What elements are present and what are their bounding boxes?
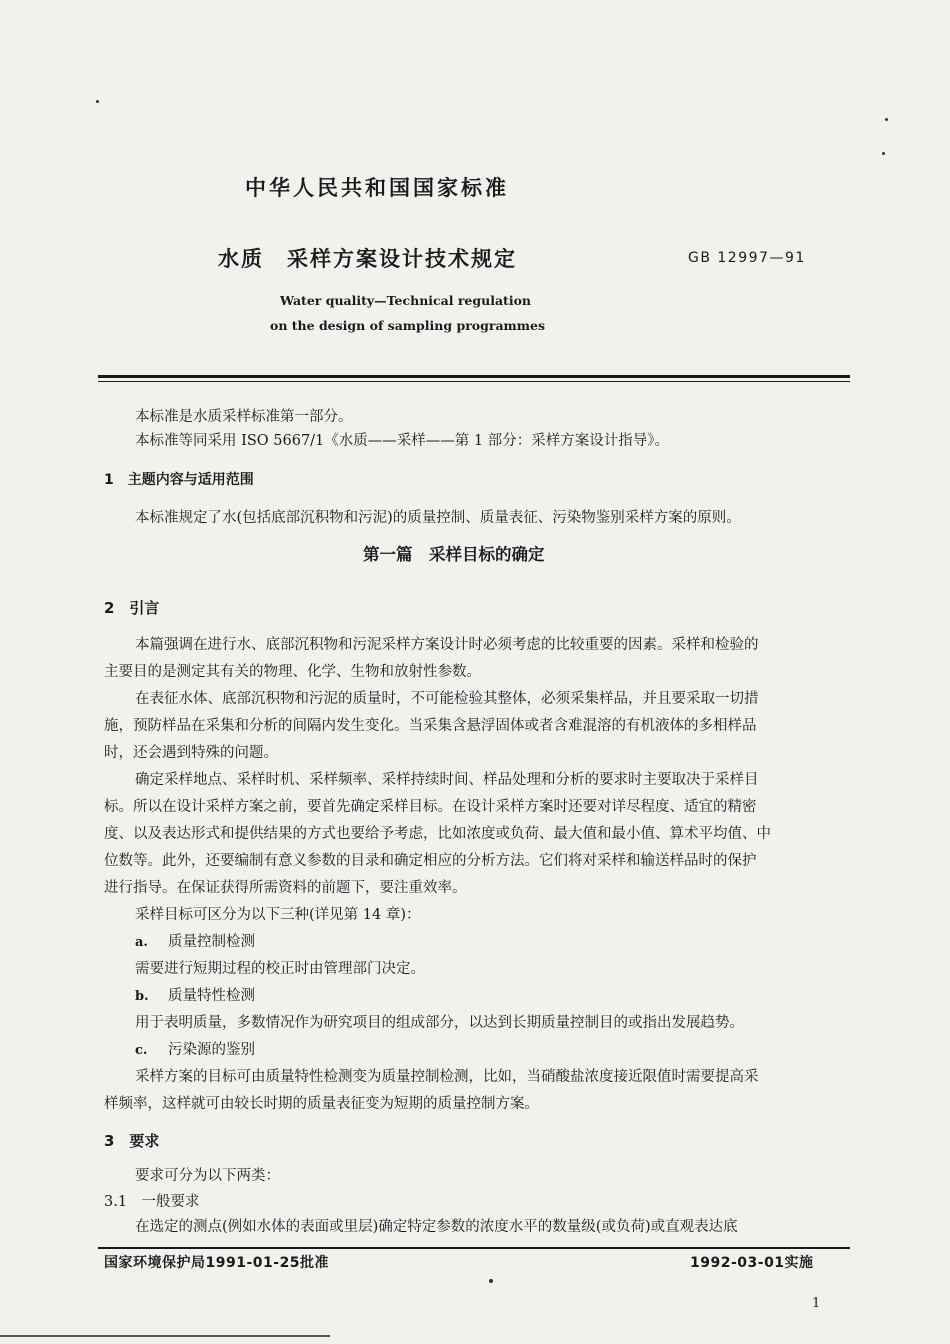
section-2-p3-line2: 标。所以在设计采样方案之前，要首先确定采样目标。在设计采样方案时还要对详尽程度、适宜的精密 xyxy=(104,799,757,815)
section-2-p1-line1: 本篇强调在进行水、底部沉积物和污泥采样方案设计时必须考虑的比较重要的因素。采样和检验的 xyxy=(135,637,759,653)
header-rule-thin xyxy=(98,381,850,382)
header-rule-thick xyxy=(98,375,850,378)
section-3-1-text: 在选定的测点(例如水体的表面或里层)确定特定参数的浓度水平的数量级(或负荷)或直观表达底 xyxy=(135,1219,738,1235)
footer-rule xyxy=(98,1247,850,1249)
item-c-title: 污染源的鉴别 xyxy=(168,1042,255,1058)
item-b-text: 用于表明质量，多数情况作为研究项目的组成部分，以达到长期质量控制目的或指出发展趋势。 xyxy=(135,1015,744,1031)
section-2-p4: 采样目标可区分为以下三种(详见第 14 章)： xyxy=(135,907,421,923)
section-2-heading: 2 引言 xyxy=(104,599,160,617)
section-2-p3-line5: 进行指导。在保证获得所需资料的前题下，要注重效率。 xyxy=(104,880,467,896)
section-3-heading: 3 要求 xyxy=(104,1132,160,1150)
section-2-p2-line3: 时，还会遇到特殊的问题。 xyxy=(104,745,278,761)
section-2-p3-line4: 位数等。此外，还要编制有意义参数的目录和确定相应的分析方法。它们将对采样和输送样品时的保护 xyxy=(104,853,757,869)
approval-line: 国家环境保护局1991-01-25批准 xyxy=(104,1255,330,1271)
section-2-p3-line3: 度、以及表达形式和提供结果的方式也要给予考虑，比如浓度或负荷、最大值和最小值、算术平均值、中 xyxy=(104,826,771,842)
part-1-title: 第一篇 采样目标的确定 xyxy=(363,545,545,564)
preface-line-2: 本标准等同采用 ISO 5667/1《水质——采样——第 1 部分：采样方案设计指导》。 xyxy=(135,433,669,449)
scan-speck xyxy=(882,152,885,155)
page-number: 1 xyxy=(812,1296,821,1311)
section-2-p2-line2: 施，预防样品在采集和分析的间隔内发生变化。当采集含悬浮固体或者含难混溶的有机液体的多相样品 xyxy=(104,718,757,734)
standard-number: GB 12997—91 xyxy=(688,250,806,266)
national-standard-title: 中华人民共和国国家标准 xyxy=(245,176,509,200)
item-c-marker: c. xyxy=(135,1043,148,1058)
item-a-text: 需要进行短期过程的校正时由管理部门决定。 xyxy=(135,961,425,977)
section-2-p5-line2: 样频率，这样就可由较长时期的质量表征变为短期的质量控制方案。 xyxy=(104,1096,539,1112)
item-b-title: 质量特性检测 xyxy=(168,988,255,1004)
scan-speck xyxy=(885,118,888,121)
english-title-line1: Water quality—Technical regulation xyxy=(280,293,532,308)
scan-speck xyxy=(96,100,99,103)
scan-edge-mark xyxy=(0,1335,330,1337)
item-a-marker: a. xyxy=(135,935,148,950)
section-2-p3-line1: 确定采样地点、采样时机、采样频率、采样持续时间、样品处理和分析的要求时主要取决于采样目 xyxy=(135,772,759,788)
section-2-p2-line1: 在表征水体、底部沉积物和污泥的质量时，不可能检验其整体，必须采集样品，并且要采取一切措 xyxy=(135,691,759,707)
section-3-1-heading: 3.1 一般要求 xyxy=(104,1194,200,1210)
section-2-p1-line2: 主要目的是测定其有关的物理、化学、生物和放射性参数。 xyxy=(104,664,481,680)
scan-speck xyxy=(489,1279,493,1283)
item-b-marker: b. xyxy=(135,989,149,1004)
section-1-heading: 1 主题内容与适用范围 xyxy=(104,472,254,488)
standard-title: 水质 采样方案设计技术规定 xyxy=(218,247,517,271)
item-a-title: 质量控制检测 xyxy=(168,934,255,950)
section-3-intro: 要求可分为以下两类： xyxy=(135,1168,280,1184)
english-title-line2: on the design of sampling programmes xyxy=(270,318,545,333)
preface-line-1: 本标准是水质采样标准第一部分。 xyxy=(135,409,353,425)
section-2-p5-line1: 采样方案的目标可由质量特性检测变为质量控制检测，比如，当硝酸盐浓度接近限值时需要提高采 xyxy=(135,1069,759,1085)
implementation-date: 1992-03-01实施 xyxy=(690,1255,814,1271)
section-1-text: 本标准规定了水(包括底部沉积物和污泥)的质量控制、质量表征、污染物鉴别采样方案的原则。 xyxy=(135,510,741,526)
